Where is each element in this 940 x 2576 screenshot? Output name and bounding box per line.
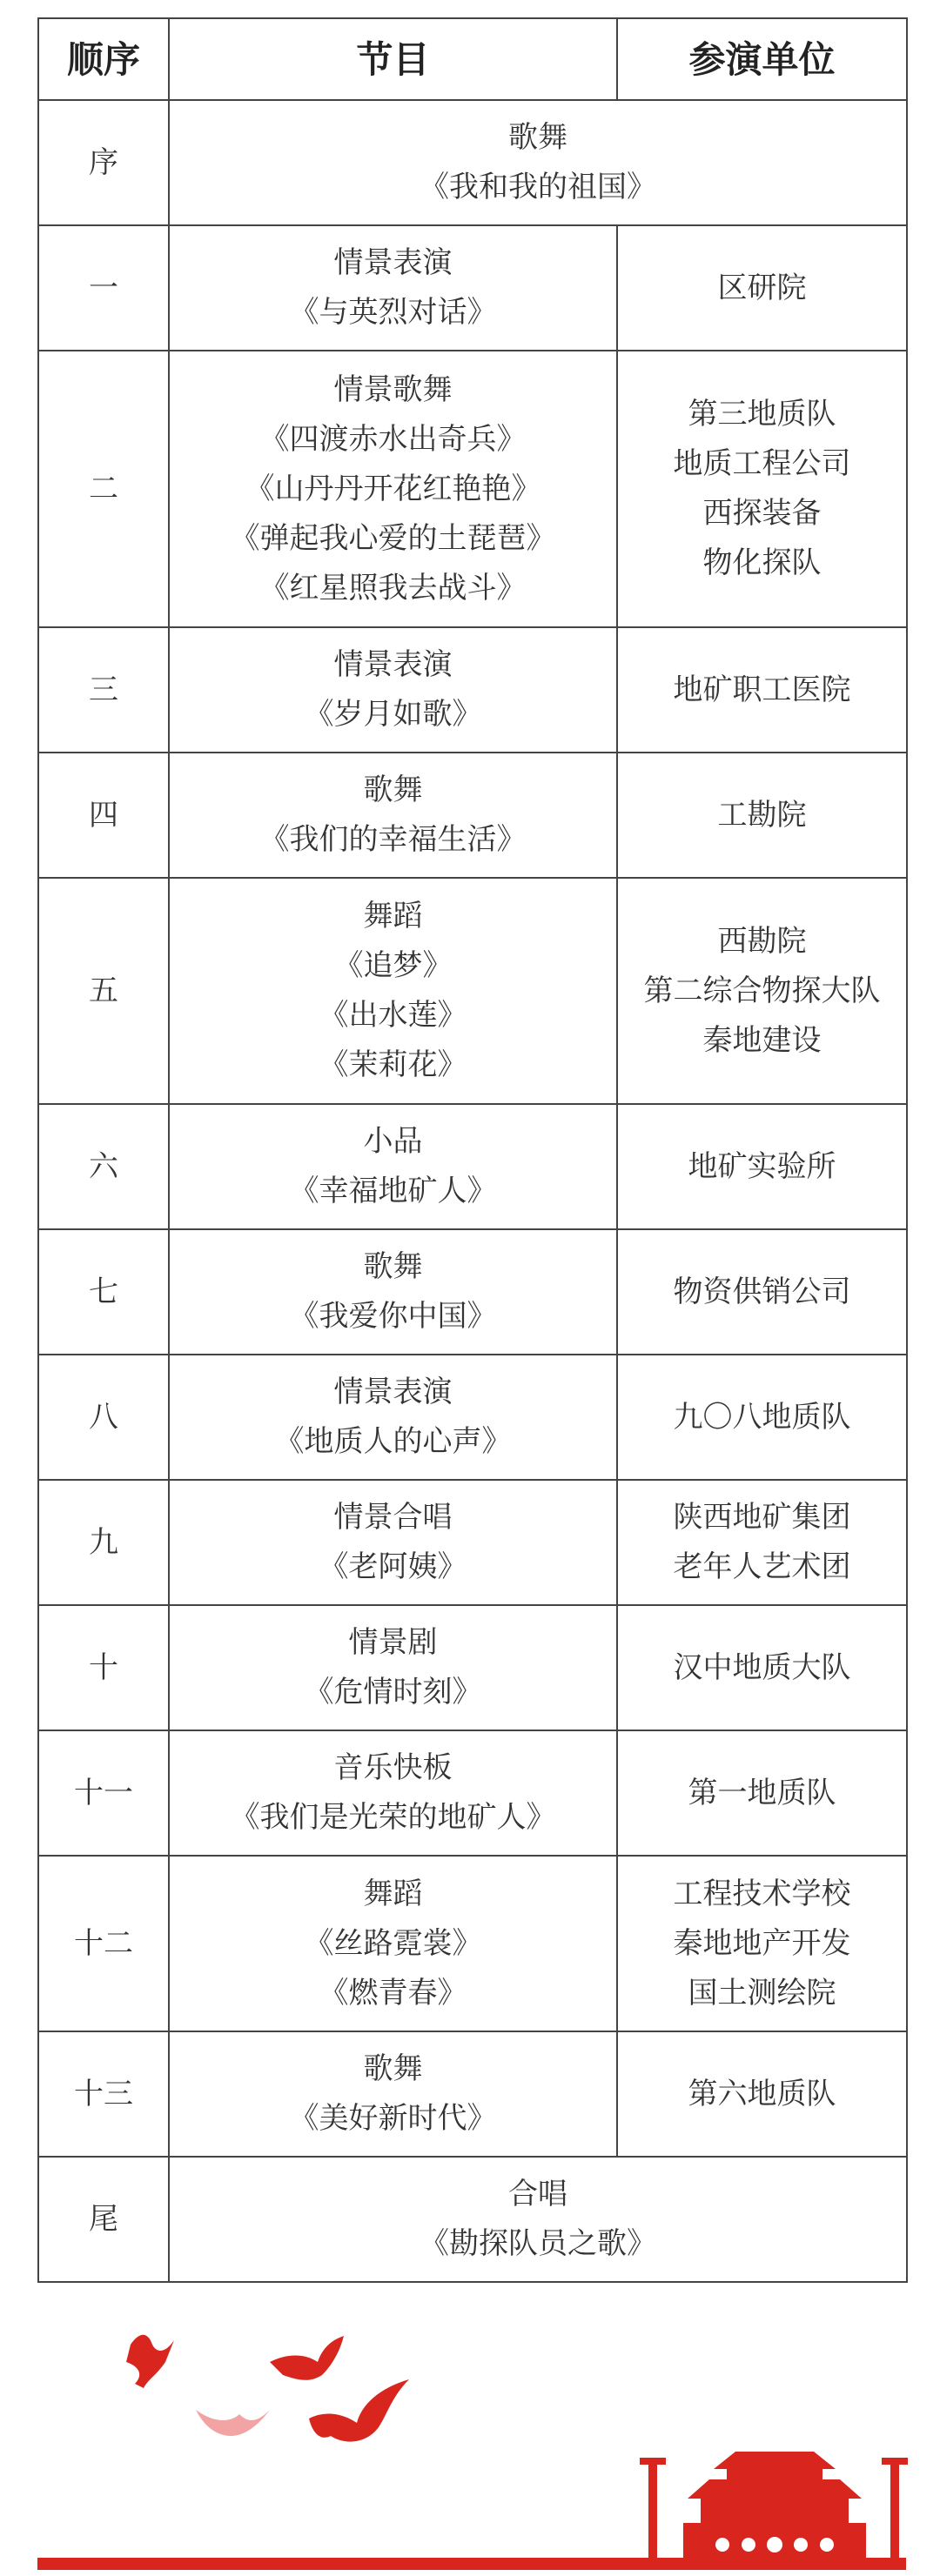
program-line: 《茉莉花》 bbox=[319, 1047, 467, 1082]
program-cell bbox=[169, 2031, 617, 2157]
table-row bbox=[38, 2157, 907, 2282]
table-row bbox=[38, 1480, 907, 1605]
order-cell: 尾 bbox=[38, 2157, 169, 2282]
program-line: 《我爱你中国》 bbox=[289, 1299, 497, 1334]
dove-icon bbox=[270, 2336, 344, 2380]
unit-cell bbox=[617, 1856, 907, 2031]
unit-line: 秦地建设 bbox=[702, 1022, 822, 1058]
program-line: 音乐快板 bbox=[333, 1750, 453, 1785]
program-line: 《燃青春》 bbox=[319, 1975, 467, 2011]
table-row bbox=[38, 627, 907, 753]
program-cell bbox=[169, 1104, 617, 1229]
unit-cell bbox=[617, 1605, 907, 1730]
unit-line: 西勘院 bbox=[717, 923, 807, 959]
unit-cell bbox=[617, 1730, 907, 1856]
order-cell: 九 bbox=[38, 1480, 169, 1605]
program-line: 《出水莲》 bbox=[319, 998, 467, 1033]
order-cell: 序 bbox=[38, 100, 169, 225]
program-cell bbox=[169, 1730, 617, 1856]
table-row bbox=[38, 1104, 907, 1229]
unit-line: 区研院 bbox=[717, 270, 807, 305]
order-cell: 五 bbox=[38, 878, 169, 1104]
program-line: 《老阿姨》 bbox=[319, 1549, 467, 1584]
program-line: 情景表演 bbox=[333, 245, 453, 280]
order-cell: 十二 bbox=[38, 1856, 169, 2031]
unit-cell bbox=[617, 1355, 907, 1480]
unit-cell bbox=[617, 2031, 907, 2157]
footer-decoration bbox=[0, 2297, 940, 2576]
unit-line: 第三地质队 bbox=[688, 397, 836, 432]
unit-line: 工程技术学校 bbox=[673, 1876, 851, 1911]
header-unit: 参演单位 bbox=[617, 18, 907, 100]
tiananmen-icon bbox=[640, 2452, 908, 2562]
program-cell bbox=[169, 753, 617, 878]
program-line: 《我和我的祖国》 bbox=[420, 170, 656, 204]
program-line: 《幸福地矿人》 bbox=[289, 1174, 497, 1208]
header-order: 顺序 bbox=[38, 18, 169, 100]
program-line: 情景剧 bbox=[348, 1625, 438, 1660]
unit-line: 第一地质队 bbox=[688, 1775, 836, 1810]
unit-line: 地矿职工医院 bbox=[673, 672, 851, 707]
unit-cell bbox=[617, 351, 907, 627]
table-header-row bbox=[38, 18, 907, 100]
red-bar bbox=[37, 2558, 906, 2570]
program-line: 舞蹈 bbox=[363, 899, 423, 933]
program-cell bbox=[169, 351, 617, 627]
unit-cell bbox=[617, 753, 907, 878]
unit-line: 第二综合物探大队 bbox=[643, 973, 881, 1008]
table-row bbox=[38, 100, 907, 225]
program-cell bbox=[169, 2157, 907, 2282]
unit-line: 物资供销公司 bbox=[673, 1274, 851, 1309]
unit-cell bbox=[617, 627, 907, 753]
program-line: 小品 bbox=[363, 1124, 423, 1159]
program-line: 《弹起我心爱的土琵琶》 bbox=[230, 520, 556, 556]
program-line: 《我们是光荣的地矿人》 bbox=[230, 1800, 556, 1835]
unit-line: 第六地质队 bbox=[688, 2076, 836, 2111]
program-cell bbox=[169, 1605, 617, 1730]
program-line: 《四渡赤水出奇兵》 bbox=[259, 421, 527, 457]
program-line: 《地质人的心声》 bbox=[274, 1424, 512, 1459]
unit-cell bbox=[617, 1480, 907, 1605]
unit-line: 工勘院 bbox=[717, 797, 807, 833]
order-cell: 十三 bbox=[38, 2031, 169, 2157]
program-cell bbox=[169, 1480, 617, 1605]
unit-line: 汉中地质大队 bbox=[673, 1649, 851, 1685]
program-cell bbox=[169, 100, 907, 225]
program-line: 合唱 bbox=[508, 2177, 567, 2211]
program-line: 歌舞 bbox=[363, 773, 423, 807]
program-line: 舞蹈 bbox=[363, 1876, 423, 1911]
unit-line: 西探装备 bbox=[702, 496, 822, 531]
unit-line: 地质工程公司 bbox=[673, 446, 851, 481]
unit-line: 秦地地产开发 bbox=[673, 1925, 851, 1961]
program-table bbox=[37, 17, 908, 2283]
program-cell bbox=[169, 225, 617, 351]
program-line: 《危情时刻》 bbox=[304, 1675, 482, 1710]
program-line: 情景歌舞 bbox=[333, 371, 453, 407]
order-cell: 七 bbox=[38, 1229, 169, 1355]
program-line: 歌舞 bbox=[508, 120, 567, 155]
table-row bbox=[38, 1856, 907, 2031]
order-cell: 二 bbox=[38, 351, 169, 627]
unit-line: 物化探队 bbox=[702, 545, 822, 580]
dove-icon bbox=[126, 2335, 174, 2388]
order-cell: 四 bbox=[38, 753, 169, 878]
program-cell bbox=[169, 627, 617, 753]
dove-icon bbox=[309, 2379, 409, 2442]
program-line: 《丝路霓裳》 bbox=[304, 1925, 482, 1961]
order-cell: 十一 bbox=[38, 1730, 169, 1856]
program-cell bbox=[169, 1856, 617, 2031]
program-line: 《与英烈对话》 bbox=[289, 295, 497, 330]
table-body bbox=[38, 100, 907, 2282]
dove-icon bbox=[196, 2410, 270, 2436]
table-row bbox=[38, 1730, 907, 1856]
program-line: 《美好新时代》 bbox=[289, 2101, 497, 2136]
table-row bbox=[38, 2031, 907, 2157]
program-cell bbox=[169, 1355, 617, 1480]
order-cell: 八 bbox=[38, 1355, 169, 1480]
program-line: 《山丹丹开花红艳艳》 bbox=[245, 471, 541, 506]
program-line: 《勘探队员之歌》 bbox=[420, 2226, 656, 2261]
unit-cell bbox=[617, 1229, 907, 1355]
table-row bbox=[38, 878, 907, 1104]
table-row bbox=[38, 753, 907, 878]
unit-line: 陕西地矿集团 bbox=[673, 1500, 851, 1535]
table-row bbox=[38, 1229, 907, 1355]
program-cell bbox=[169, 878, 617, 1104]
program-line: 情景表演 bbox=[333, 647, 453, 682]
program-line: 《我们的幸福生活》 bbox=[259, 822, 527, 857]
unit-line: 老年人艺术团 bbox=[673, 1549, 851, 1584]
program-line: 情景合唱 bbox=[333, 1500, 453, 1535]
table-row bbox=[38, 225, 907, 351]
program-line: 歌舞 bbox=[363, 1249, 423, 1284]
unit-line: 国土测绘院 bbox=[688, 1975, 836, 2011]
order-cell: 十 bbox=[38, 1605, 169, 1730]
table-row bbox=[38, 1355, 907, 1480]
order-cell: 三 bbox=[38, 627, 169, 753]
table-row bbox=[38, 1605, 907, 1730]
unit-cell bbox=[617, 878, 907, 1104]
program-line: 《追梦》 bbox=[333, 948, 453, 983]
program-line: 情景表演 bbox=[333, 1375, 453, 1409]
header-program: 节目 bbox=[169, 18, 617, 100]
unit-cell bbox=[617, 225, 907, 351]
unit-line: 九〇八地质队 bbox=[673, 1399, 851, 1435]
order-cell: 一 bbox=[38, 225, 169, 351]
order-cell: 六 bbox=[38, 1104, 169, 1229]
program-line: 《岁月如歌》 bbox=[304, 697, 482, 732]
table-row bbox=[38, 351, 907, 627]
unit-cell bbox=[617, 1104, 907, 1229]
program-line: 《红星照我去战斗》 bbox=[259, 570, 527, 606]
unit-line: 地矿实验所 bbox=[688, 1148, 836, 1184]
program-cell bbox=[169, 1229, 617, 1355]
program-line: 歌舞 bbox=[363, 2051, 423, 2086]
